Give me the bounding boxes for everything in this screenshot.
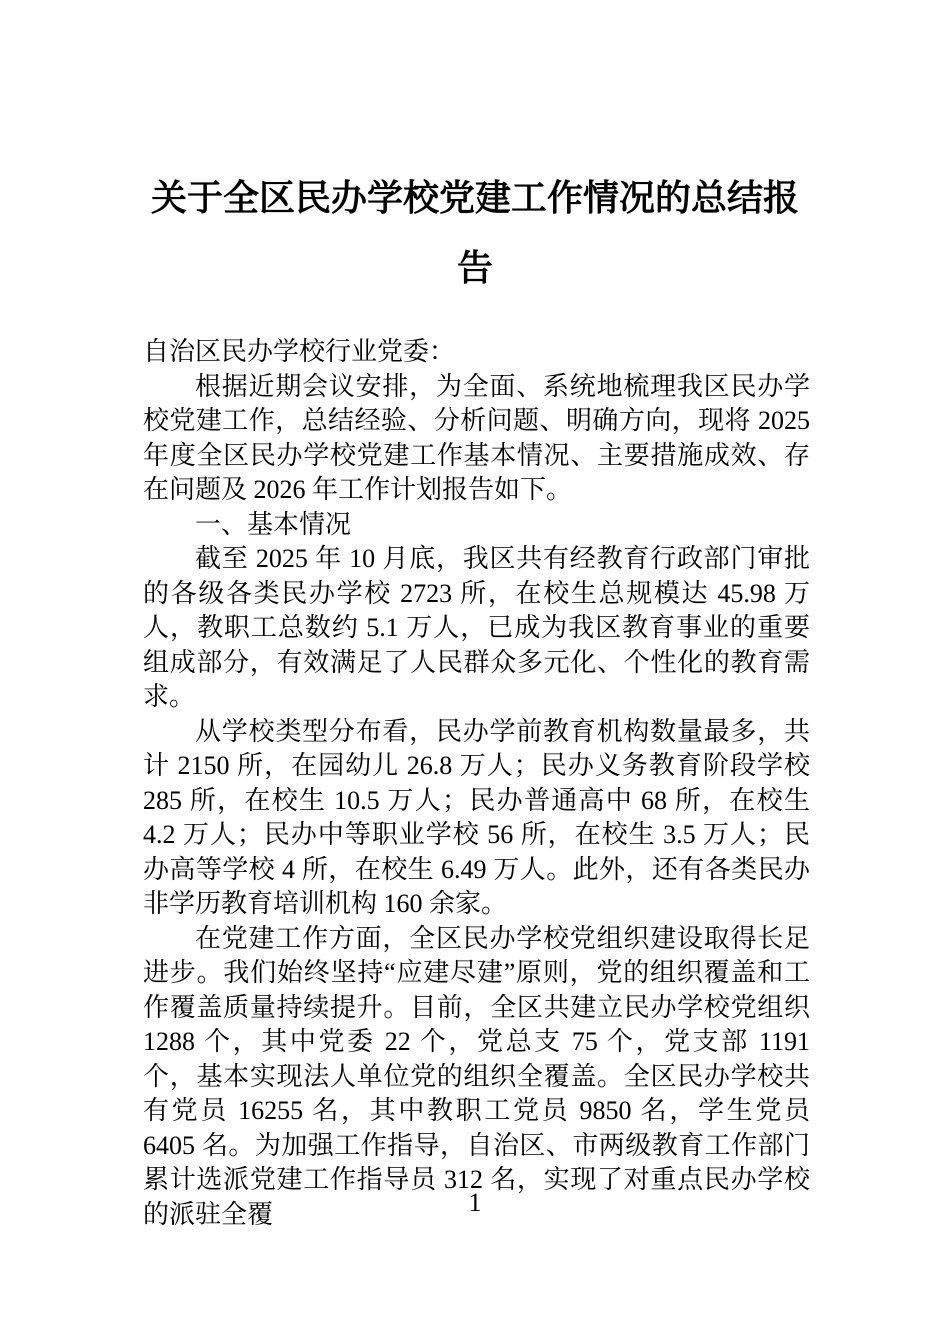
paragraph-overall-stats: 截至 2025 年 10 月底，我区共有经教育行政部门审批的各级各类民办学校 2723 所，在校生总规模达 45.98 万人，教职工总数约 5.1 万人，已成为我区教育事业的重要组成部分，有效满足了人民群众多元化、个性化的教育需求。 [143, 544, 810, 711]
salutation: 自治区民办学校行业党委： [143, 337, 456, 366]
document-body [143, 335, 810, 1232]
heading-basic-situation: 一、基本情况 [195, 509, 352, 539]
paragraph-school-type-distribution: 从学校类型分布看，民办学前教育机构数量最多，共计 2150 所，在园幼儿 26.8 万人；民办义务教育阶段学校 285 所，在校生 10.5 万人；民办普通高中 68 所，在校生 4.2 万人；民办中等职业学校 56 所，在校生 3.5 万人；民办高等学校 4 所，在校生 6.49 万人。此外，还有各类民办非学历教育培训机构 160 余家。 [143, 716, 810, 918]
paragraph-intro: 根据近期会议安排，为全面、系统地梳理我区民办学校党建工作，总结经验、分析问题、明确方向，现将 2025 年度全区民办学校党建工作基本情况、主要措施成效、存在问题及 2026 年工作计划报告如下。 [143, 371, 810, 504]
paragraph-party-building-stats: 在党建工作方面，全区民办学校党组织建设取得长足进步。我们始终坚持“应建尽建”原则，党的组织覆盖和工作覆盖质量持续提升。目前，全区共建立民办学校党组织 1288 个，其中党委 22 个，党总支 75 个，党支部 1191 个，基本实现法人单位党的组织全覆盖。全区民办学校共有党员 16255 名，其中教职工党员 9850 名，学生党员 6405 名。为加强工作指导，自治区、市两级教育工作部门累计选派党建工作指导员 312 名，实现了对重点民办学校的派驻全覆 [143, 923, 810, 1229]
document-title: 关于全区民办学校党建工作情况的总结报告 [150, 177, 799, 288]
page-number: 1 [468, 1188, 482, 1217]
